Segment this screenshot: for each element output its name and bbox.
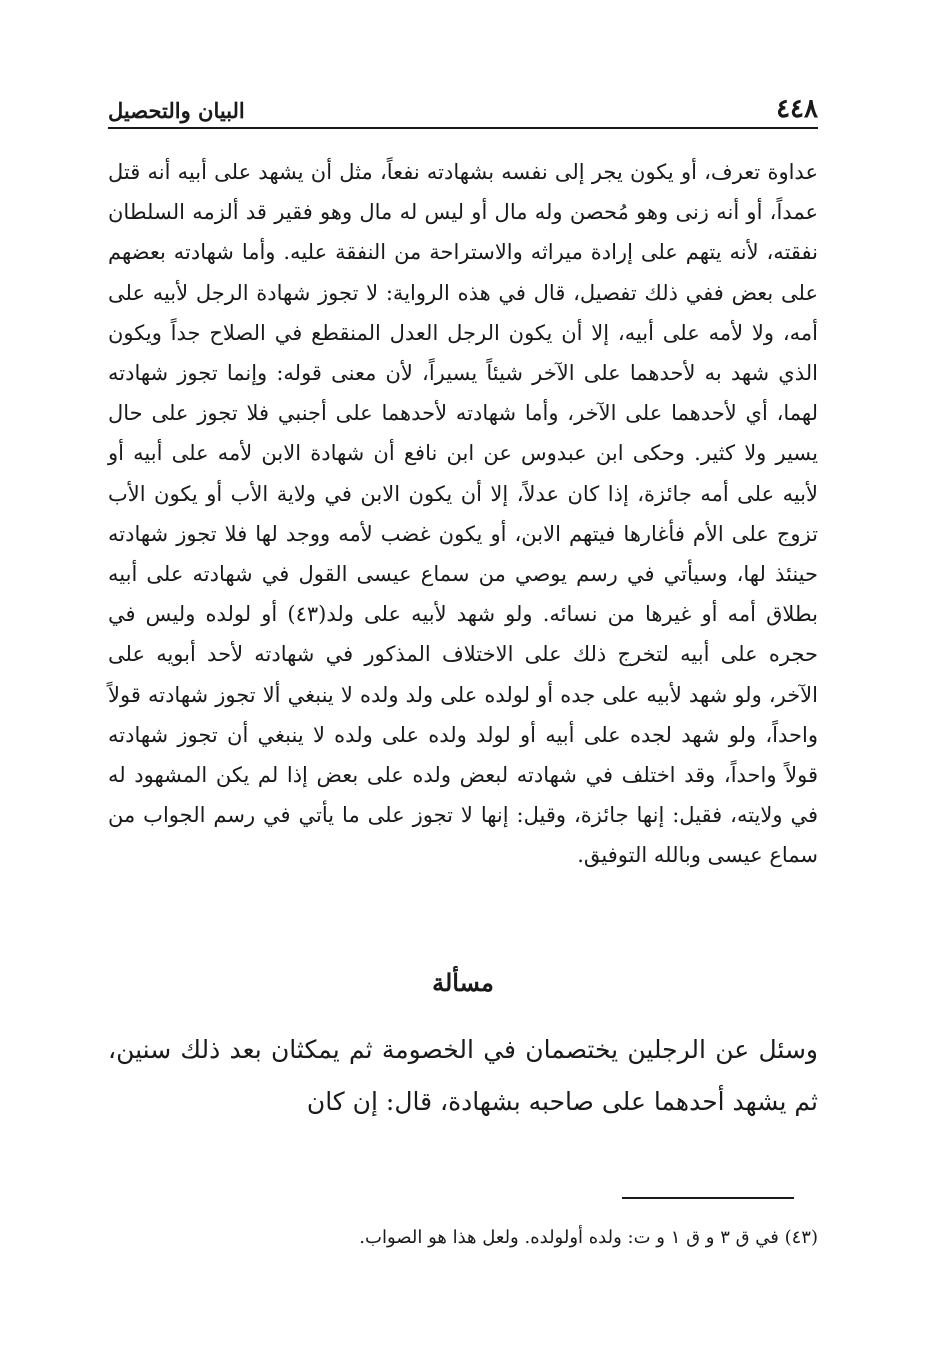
book-title: البيان والتحصيل — [108, 98, 245, 123]
question-paragraph: وسئل عن الرجلين يختصمان في الخصومة ثم يمكثان بعد ذلك سنين، ثم يشهد أحدهما على صاحبه بشهادة، قال: إن كان — [108, 1035, 818, 1116]
section-heading: مسألة — [432, 968, 494, 997]
footnote-rule — [622, 1197, 794, 1199]
page-header — [108, 92, 818, 128]
body-paragraph: عداوة تعرف، أو يكون يجر إلى نفسه بشهادته نفعاً، مثل أن يشهد على أبيه أنه قتل عمداً، أو أنه زنى وهو مُحصن وله مال أو ليس له مال وهو فقير قد ألزمه السلطان نفقته، لأنه يتهم على إرادة ميراثه والاستراحة من النفقة عليه. وأما شهادته بعضهم على بعض ففي ذلك تفصيل، قال في هذه الرواية: لا تجوز شهادة الرجل لأبيه على أمه، ولا لأمه على أبيه، إلا أن يكون الرجل العدل المنقطع في الصلاح جداً ويكون الذي شهد به لأحدهما على الآخر شيئاً يسيراً، لأن معنى قوله: وإنما تجوز شهادته لهما، أي لأحدهما على الآخر، وأما شهادته لأحدهما على أجنبي فلا تجوز على حال يسير ولا كثير. وحكى ابن عبدوس عن ابن نافع أن شهادة الابن لأمه على أبيه أو لأبيه على أمه جائزة، إذا كان عدلاً، إلا أن يكون الابن في ولاية الأب أو يكون الأب تزوج على الأم فأغارها فيتهم الابن، أو يكون غضب لأمه ووجد لها فلا تجوز شهادته حينئذ لها، وسيأتي في رسم يوصي من سماع عيسى القول في شهادته على أبيه بطلاق أمه أو غيرها من نسائه. ولو شهد لأبيه على ولد(٤٣) أو لولده وليس في حجره على أبيه لتخرج ذلك على الاختلاف المذكور في شهادته لأحد أبويه على الآخر، ولو شهد لأبيه على جده أو لولده على ولد ولده لا ينبغي ألا تجوز شهادته قولاً واحداً، ولو شهد لجده على أبيه أو لولد ولده على ولده لا ينبغي أن تجوز شهادته قولاً واحداً، وقد اختلف في شهادته لبعض ولده على بعض إذا لم يكن المشهود له في ولايته، فقيل: إنها جائزة، وقيل: إنها لا تجوز على ما يأتي في رسم الجواب من سماع عيسى وبالله التوفيق. — [108, 160, 818, 868]
footnote: (٤٣) في ق ٣ و ق ١ و ت: ولده أولولده. ولعل هذا هو الصواب. — [359, 1227, 818, 1248]
header-rule — [108, 127, 818, 129]
page-number: ٤٤٨ — [776, 94, 818, 124]
